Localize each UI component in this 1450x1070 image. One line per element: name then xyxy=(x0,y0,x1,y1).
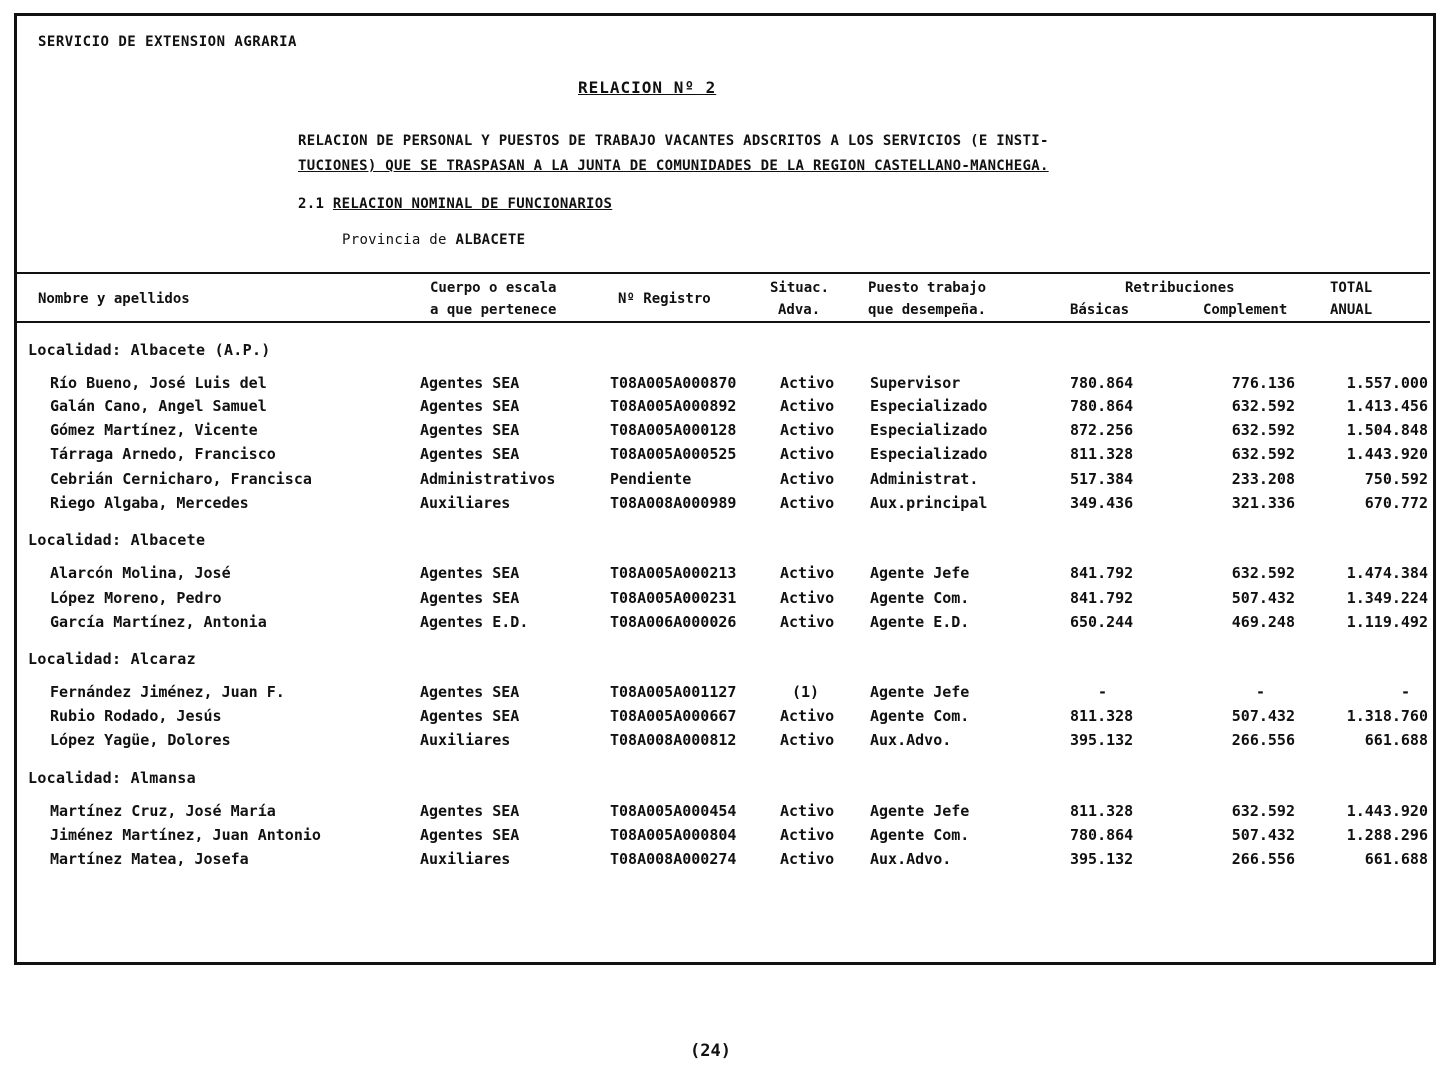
cell-name: López Moreno, Pedro xyxy=(50,589,222,607)
cell-complem: 632.592 xyxy=(1231,802,1295,820)
cell-cuerpo: Agentes SEA xyxy=(420,707,520,725)
table-row xyxy=(0,470,1450,494)
cell-complem: 632.592 xyxy=(1231,445,1295,463)
cell-total: 1.318.760 xyxy=(1346,707,1428,725)
cell-registro: T08A005A001127 xyxy=(610,683,737,701)
cell-total: 1.349.224 xyxy=(1346,589,1428,607)
cell-total: 1.443.920 xyxy=(1346,802,1428,820)
cell-puesto: Aux.Advo. xyxy=(870,731,952,749)
cell-complem: 507.432 xyxy=(1231,707,1295,725)
cell-basicas: 780.864 xyxy=(1070,374,1134,392)
cell-cuerpo: Agentes SEA xyxy=(420,683,520,701)
intro-line-2: TUCIONES) QUE SE TRASPASAN A LA JUNTA DE COMUNIDADES DE LA REGION CASTELLANO-MANCHEGA. xyxy=(298,158,1049,174)
cell-basicas: 517.384 xyxy=(1070,470,1134,488)
cell-situac: Activo xyxy=(780,421,835,439)
page-number: (24) xyxy=(690,1041,731,1061)
cell-registro: T08A005A000213 xyxy=(610,564,737,582)
cell-basicas: 395.132 xyxy=(1070,850,1134,868)
cell-basicas: 349.436 xyxy=(1070,494,1134,512)
province-name: ALBACETE xyxy=(455,232,526,248)
cell-registro: T08A005A000892 xyxy=(610,397,737,415)
cell-basicas: 872.256 xyxy=(1070,421,1134,439)
cell-total: 1.557.000 xyxy=(1346,374,1428,392)
cell-puesto: Agente E.D. xyxy=(870,613,970,631)
col-name: Nombre y apellidos xyxy=(38,291,190,307)
cell-puesto: Especializado xyxy=(870,421,988,439)
cell-name: Martínez Cruz, José María xyxy=(50,802,276,820)
cell-basicas: 841.792 xyxy=(1070,564,1134,582)
cell-total: - xyxy=(1400,683,1410,701)
col-complem: Complement xyxy=(1203,302,1288,318)
cell-total: 1.288.296 xyxy=(1346,826,1428,844)
cell-basicas: 780.864 xyxy=(1070,826,1134,844)
cell-registro: T08A005A000667 xyxy=(610,707,737,725)
table-row xyxy=(0,731,1450,755)
cell-name: Martínez Matea, Josefa xyxy=(50,850,249,868)
table-row xyxy=(0,683,1450,707)
col-puesto-line2: que desempeña. xyxy=(868,302,987,318)
cell-cuerpo: Agentes SEA xyxy=(420,421,520,439)
cell-cuerpo: Agentes SEA xyxy=(420,589,520,607)
section-number: 2.1 xyxy=(298,196,325,212)
cell-basicas: 780.864 xyxy=(1070,397,1134,415)
cell-situac: Activo xyxy=(780,397,835,415)
cell-situac: Activo xyxy=(780,589,835,607)
cell-cuerpo: Agentes SEA xyxy=(420,397,520,415)
cell-situac: Activo xyxy=(780,731,835,749)
cell-cuerpo: Auxiliares xyxy=(420,494,511,512)
cell-registro: T08A005A000870 xyxy=(610,374,737,392)
cell-situac: Activo xyxy=(780,374,835,392)
cell-cuerpo: Auxiliares xyxy=(420,731,511,749)
intro-line-1: RELACION DE PERSONAL Y PUESTOS DE TRABAJO VACANTES ADSCRITOS A LOS SERVICIOS (E INSTI- xyxy=(298,133,1049,149)
table-row xyxy=(0,494,1450,518)
cell-cuerpo: Administrativos xyxy=(420,470,556,488)
col-situac xyxy=(770,277,829,321)
locality-heading: Localidad: Albacete xyxy=(28,531,206,549)
cell-name: Alarcón Molina, José xyxy=(50,564,231,582)
cell-basicas: 395.132 xyxy=(1070,731,1134,749)
locality-heading: Localidad: Alcaraz xyxy=(28,650,196,668)
cell-registro: T08A005A000525 xyxy=(610,445,737,463)
cell-complem: 632.592 xyxy=(1231,397,1295,415)
agency-name: SERVICIO DE EXTENSION AGRARIA xyxy=(38,34,297,50)
cell-cuerpo: Agentes SEA xyxy=(420,826,520,844)
cell-registro: T08A005A000231 xyxy=(610,589,737,607)
cell-cuerpo: Agentes E.D. xyxy=(420,613,529,631)
cell-situac: Activo xyxy=(780,802,835,820)
table-header-rule xyxy=(17,321,1430,323)
cell-puesto: Especializado xyxy=(870,397,988,415)
cell-total: 661.688 xyxy=(1364,731,1428,749)
cell-puesto: Agente Com. xyxy=(870,826,970,844)
cell-puesto: Aux.Advo. xyxy=(870,850,952,868)
cell-puesto: Agente Com. xyxy=(870,589,970,607)
cell-cuerpo: Agentes SEA xyxy=(420,445,520,463)
cell-complem: 266.556 xyxy=(1231,850,1295,868)
cell-complem: - xyxy=(1255,683,1265,701)
cell-situac: Activo xyxy=(780,826,835,844)
cell-registro: T08A005A000128 xyxy=(610,421,737,439)
table-row xyxy=(0,445,1450,469)
cell-complem: 507.432 xyxy=(1231,589,1295,607)
cell-puesto: Especializado xyxy=(870,445,988,463)
cell-total: 1.119.492 xyxy=(1346,613,1428,631)
cell-complem: 321.336 xyxy=(1231,494,1295,512)
cell-basicas: 841.792 xyxy=(1070,589,1134,607)
col-total-line1: TOTAL xyxy=(1330,280,1373,296)
cell-name: Cebrián Cernicharo, Francisca xyxy=(50,470,312,488)
cell-name: Río Bueno, José Luis del xyxy=(50,374,267,392)
cell-name: Tárraga Arnedo, Francisco xyxy=(50,445,276,463)
cell-complem: 776.136 xyxy=(1231,374,1295,392)
col-registro: Nº Registro xyxy=(618,291,711,307)
cell-puesto: Agente Jefe xyxy=(870,564,970,582)
cell-total: 1.504.848 xyxy=(1346,421,1428,439)
table-row xyxy=(0,613,1450,637)
cell-name: Galán Cano, Angel Samuel xyxy=(50,397,267,415)
cell-situac: Activo xyxy=(780,564,835,582)
cell-cuerpo: Agentes SEA xyxy=(420,564,520,582)
cell-puesto: Administrat. xyxy=(870,470,979,488)
col-cuerpo-line2: a que pertenece xyxy=(430,302,557,318)
cell-registro: T08A008A000989 xyxy=(610,494,737,512)
cell-situac: Activo xyxy=(780,613,835,631)
col-retribuciones: Retribuciones xyxy=(1125,280,1235,296)
cell-name: Gómez Martínez, Vicente xyxy=(50,421,258,439)
section-heading xyxy=(298,196,612,212)
col-situac-line1: Situac. xyxy=(770,280,830,296)
cell-registro: T08A005A000804 xyxy=(610,826,737,844)
cell-registro: Pendiente xyxy=(610,470,692,488)
cell-basicas: 811.328 xyxy=(1070,802,1134,820)
table-row xyxy=(0,850,1450,874)
table-row xyxy=(0,374,1450,398)
cell-basicas: 650.244 xyxy=(1070,613,1134,631)
cell-puesto: Agente Jefe xyxy=(870,802,970,820)
table-row xyxy=(0,589,1450,613)
table-row xyxy=(0,564,1450,588)
province-label: Provincia de xyxy=(342,232,447,248)
document-title: RELACION Nº 2 xyxy=(578,78,717,97)
cell-puesto: Agente Jefe xyxy=(870,683,970,701)
cell-name: García Martínez, Antonia xyxy=(50,613,267,631)
cell-basicas: - xyxy=(1098,683,1108,701)
cell-complem: 233.208 xyxy=(1231,470,1295,488)
col-cuerpo xyxy=(430,277,556,321)
cell-situac: (1) xyxy=(792,683,820,701)
col-puesto xyxy=(868,277,986,321)
cell-complem: 632.592 xyxy=(1231,564,1295,582)
table-row xyxy=(0,802,1450,826)
table-row xyxy=(0,707,1450,731)
table-row xyxy=(0,421,1450,445)
cell-registro: T08A008A000274 xyxy=(610,850,737,868)
cell-name: Fernández Jiménez, Juan F. xyxy=(50,683,285,701)
cell-total: 1.474.384 xyxy=(1346,564,1428,582)
cell-name: Riego Algaba, Mercedes xyxy=(50,494,249,512)
section-title: RELACION NOMINAL DE FUNCIONARIOS xyxy=(332,196,613,212)
cell-registro: T08A008A000812 xyxy=(610,731,737,749)
table-row xyxy=(0,397,1450,421)
cell-situac: Activo xyxy=(780,494,835,512)
cell-cuerpo: Auxiliares xyxy=(420,850,511,868)
cell-basicas: 811.328 xyxy=(1070,707,1134,725)
cell-puesto: Supervisor xyxy=(870,374,961,392)
col-cuerpo-line1: Cuerpo o escala xyxy=(430,280,557,296)
cell-name: Rubio Rodado, Jesús xyxy=(50,707,222,725)
col-situac-line2: Adva. xyxy=(778,302,821,318)
cell-name: López Yagüe, Dolores xyxy=(50,731,231,749)
cell-cuerpo: Agentes SEA xyxy=(420,802,520,820)
cell-situac: Activo xyxy=(780,470,835,488)
cell-total: 1.443.920 xyxy=(1346,445,1428,463)
cell-puesto: Agente Com. xyxy=(870,707,970,725)
cell-basicas: 811.328 xyxy=(1070,445,1134,463)
cell-total: 670.772 xyxy=(1364,494,1428,512)
cell-complem: 507.432 xyxy=(1231,826,1295,844)
table-row xyxy=(0,826,1450,850)
cell-cuerpo: Agentes SEA xyxy=(420,374,520,392)
table-top-rule xyxy=(17,272,1430,274)
cell-situac: Activo xyxy=(780,707,835,725)
locality-heading: Localidad: Almansa xyxy=(28,769,196,787)
cell-complem: 469.248 xyxy=(1231,613,1295,631)
cell-complem: 266.556 xyxy=(1231,731,1295,749)
col-total-line2: ANUAL xyxy=(1330,302,1373,318)
province-line xyxy=(342,232,525,248)
cell-situac: Activo xyxy=(780,850,835,868)
cell-total: 750.592 xyxy=(1364,470,1428,488)
col-total xyxy=(1330,277,1372,321)
locality-heading: Localidad: Albacete (A.P.) xyxy=(28,341,271,359)
col-puesto-line1: Puesto trabajo xyxy=(868,280,987,296)
cell-registro: T08A005A000454 xyxy=(610,802,737,820)
cell-puesto: Aux.principal xyxy=(870,494,988,512)
cell-complem: 632.592 xyxy=(1231,421,1295,439)
cell-registro: T08A006A000026 xyxy=(610,613,737,631)
col-basicas: Básicas xyxy=(1070,302,1130,318)
cell-total: 1.413.456 xyxy=(1346,397,1428,415)
cell-situac: Activo xyxy=(780,445,835,463)
cell-total: 661.688 xyxy=(1364,850,1428,868)
cell-name: Jiménez Martínez, Juan Antonio xyxy=(50,826,321,844)
